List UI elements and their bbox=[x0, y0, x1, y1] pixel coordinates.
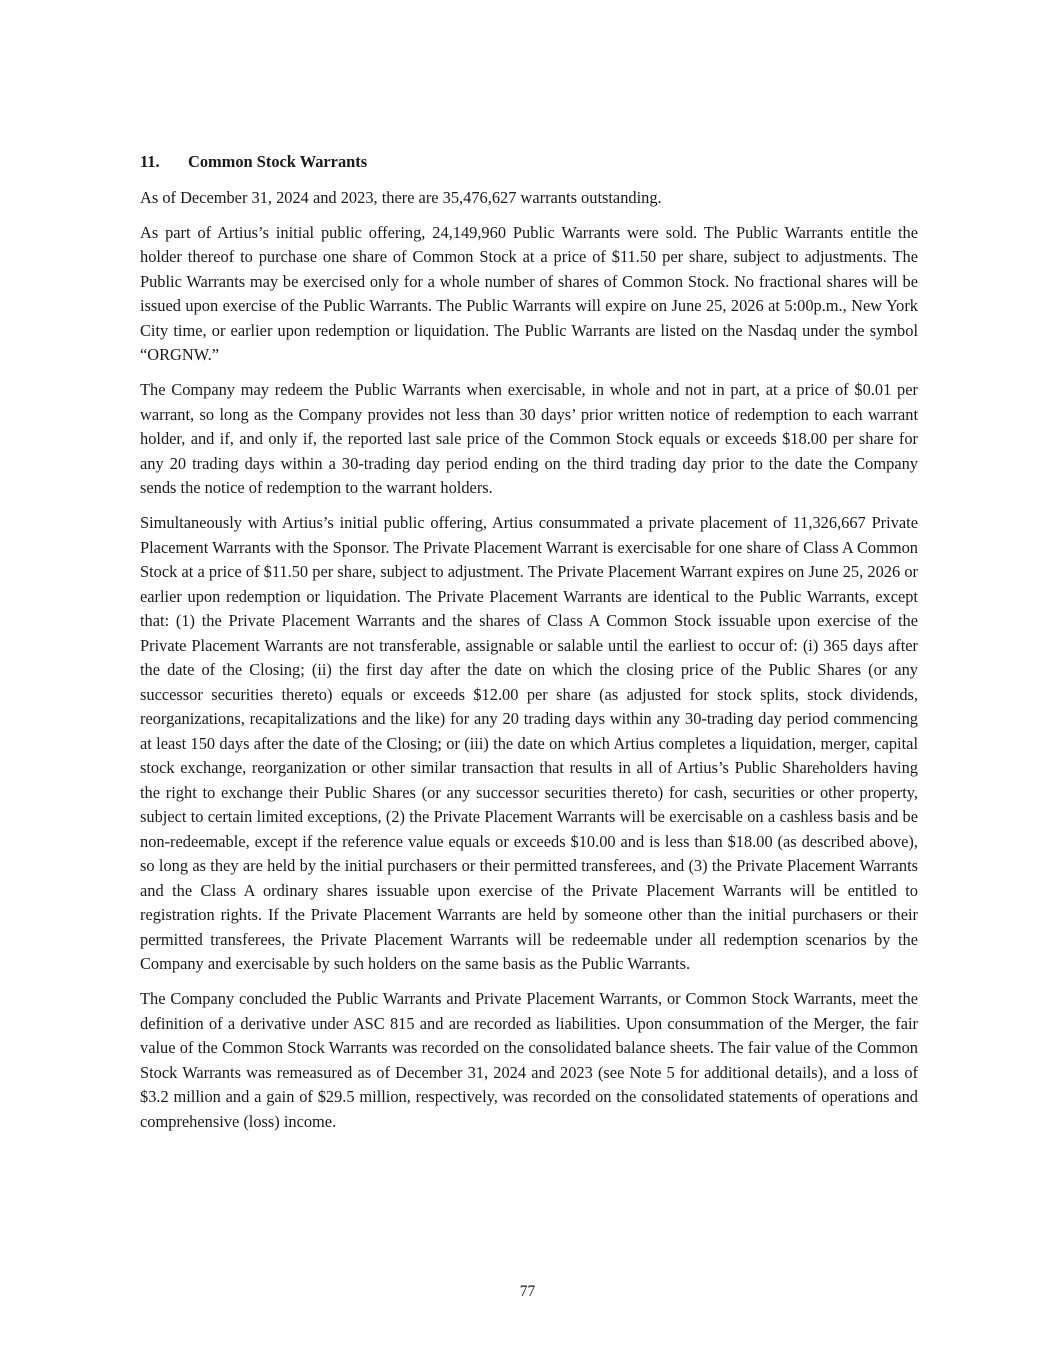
section-heading-number: 11. bbox=[140, 152, 160, 171]
paragraph-private-placement-warrants: Simultaneously with Artius’s initial public offering, Artius consummated a private placement of 11,326,667 Private Placement Warrants with the Sponsor. The Private Placement Warrant is exercisable for one share of Class A Common Stock at a price of $11.50 per share, subject to adjustment. The Private Placement Warrant expires on June 25, 2026 or earlier upon redemption or liquidation. The Private Placement Warrants are identical to the Public Warrants, except that: (1) the Private Placement Warrants and the shares of Class A Common Stock issuable upon exercise of the Private Placement Warrants are not transferable, assignable or salable until the earliest to occur of: (i) 365 days after the date of the Closing; (ii) the first day after the date on which the closing price of the Public Shares (or any successor securities thereto) equals or exceeds $12.00 per share (as adjusted for stock splits, stock dividends, reorganizations, recapitalizations and the like) for any 20 trading days within any 30-trading day period commencing at least 150 days after the date of the Closing; or (iii) the date on which Artius completes a liquidation, merger, capital stock exchange, reorganization or other similar transaction that results in all of Artius’s Public Shareholders having the right to exchange their Public Shares (or any successor securities thereto) for cash, securities or other property, subject to certain limited exceptions, (2) the Private Placement Warrants will be exercisable on a cashless basis and be non-redeemable, except if the reference value equals or exceeds $10.00 and is less than $18.00 (as described above), so long as they are held by the initial purchasers or their permitted transferees, and (3) the Private Placement Warrants and the Class A ordinary shares issuable upon exercise of the Private Placement Warrants will be entitled to registration rights. If the Private Placement Warrants are held by someone other than the initial purchasers or their permitted transferees, the Private Placement Warrants will be redeemable under all redemption scenarios by the Company and exercisable by such holders on the same basis as the Public Warrants. bbox=[140, 513, 918, 973]
section-heading bbox=[140, 150, 918, 175]
page-number: 77 bbox=[519, 1283, 536, 1300]
paragraph-derivative-accounting: The Company concluded the Public Warrants and Private Placement Warrants, or Common Stock Warrants, meet the definition of a derivative under ASC 815 and are recorded as liabilities. Upon consummation of the Merger, the fair value of the Common Stock Warrants was recorded on the consolidated balance sheets. The fair value of the Common Stock Warrants was remeasured as of December 31, 2024 and 2023 (see Note 5 for additional details), and a loss of $3.2 million and a gain of $29.5 million, respectively, was recorded on the consolidated statements of operations and comprehensive (loss) income. bbox=[140, 989, 918, 1131]
section-heading-title: Common Stock Warrants bbox=[188, 152, 368, 171]
paragraph-redemption-terms: The Company may redeem the Public Warrants when exercisable, in whole and not in part, at a price of $0.01 per warrant, so long as the Company provides not less than 30 days’ prior written notice of redemption to each warrant holder, and if, and only if, the reported last sale price of the Common Stock equals or exceeds $18.00 per share for any 20 trading days within a 30-trading day period ending on the third trading day prior to the date the Company sends the notice of redemption to the warrant holders. bbox=[140, 380, 918, 497]
paragraph-public-warrants: As part of Artius’s initial public offering, 24,149,960 Public Warrants were sold. The Public Warrants entitle the holder thereof to purchase one share of Common Stock at a price of $11.50 per share, subject to adjustments. The Public Warrants may be exercised only for a whole number of shares of Common Stock. No fractional shares will be issued upon exercise of the Public Warrants. The Public Warrants will expire on June 25, 2026 at 5:00p.m., New York City time, or earlier upon redemption or liquidation. The Public Warrants are listed on the Nasdaq under the symbol “ORGNW.” bbox=[140, 222, 918, 364]
paragraph-warrants-outstanding: As of December 31, 2024 and 2023, there are 35,476,627 warrants outstanding. bbox=[140, 187, 662, 207]
document-content bbox=[140, 150, 918, 1145]
